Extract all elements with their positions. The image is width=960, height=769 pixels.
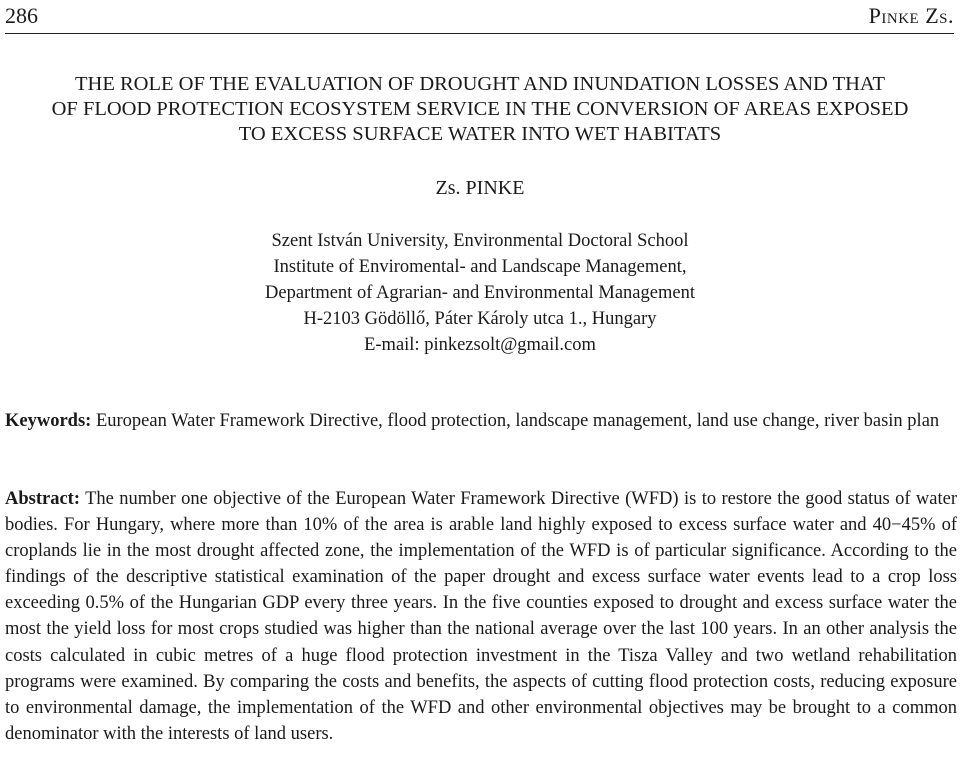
author-affiliation [0,228,960,358]
affiliation-line: Department of Agrarian- and Environmental Management [265,283,695,303]
page-header [5,3,954,34]
keywords-text: European Water Framework Directive, flood protection, landscape management, land use change, river basin plan [95,411,940,431]
keywords-paragraph [5,408,957,434]
author-name: Zs. PINKE [435,177,525,199]
title-line: THE ROLE OF THE EVALUATION OF DROUGHT AND INUNDATION LOSSES AND THAT [75,73,885,95]
running-head: Pinke Zs. [868,3,954,28]
abstract-label: Abstract: [5,489,81,509]
title-line: TO EXCESS SURFACE WATER INTO WET HABITATS [238,123,722,145]
abstract-paragraph [5,486,957,747]
paper-title [20,72,940,147]
affiliation-line: Szent István University, Environmental Doctoral School [271,231,689,251]
keywords-label: Keywords: [5,411,92,431]
abstract-text: The number one objective of the European Water Framework Directive (WFD) is to restore the good status of water bodies. For Hungary, where more than 10% of the area is arable land highly exposed to excess surface water and 40−45% of croplands lie in the most drought affected zone, the implementation of the WFD is of particular significance. According to the findings of the descriptive statistical examination of the paper drought and excess surface water events lead to a crop loss exceeding 0.5% of the Hungarian GDP every three years. In the five counties exposed to drought and excess surface water the most the yield loss for most crops studied was higher than the national average over the last 100 years. In an other analysis the costs calculated in cubic metres of a huge flood protection investment in the Tisza Valley and two wetland rehabilitation programs were examined. By comparing the costs and benefits, the aspects of cutting flood protection costs, reducing exposure to environmental damage, the implementation of the WFD and other environmental objectives may be brought to a common denominator with the interests of land users. [5,489,957,744]
page-number: 286 [5,3,38,28]
affiliation-line: H-2103 Gödöllő, Páter Károly utca 1., Hungary [303,309,657,329]
title-line: OF FLOOD PROTECTION ECOSYSTEM SERVICE IN THE CONVERSION OF AREAS EXPOSED [51,98,909,120]
author-email: E-mail: pinkezsolt@gmail.com [364,335,596,355]
affiliation-line: Institute of Enviromental- and Landscape Management, [273,257,687,277]
